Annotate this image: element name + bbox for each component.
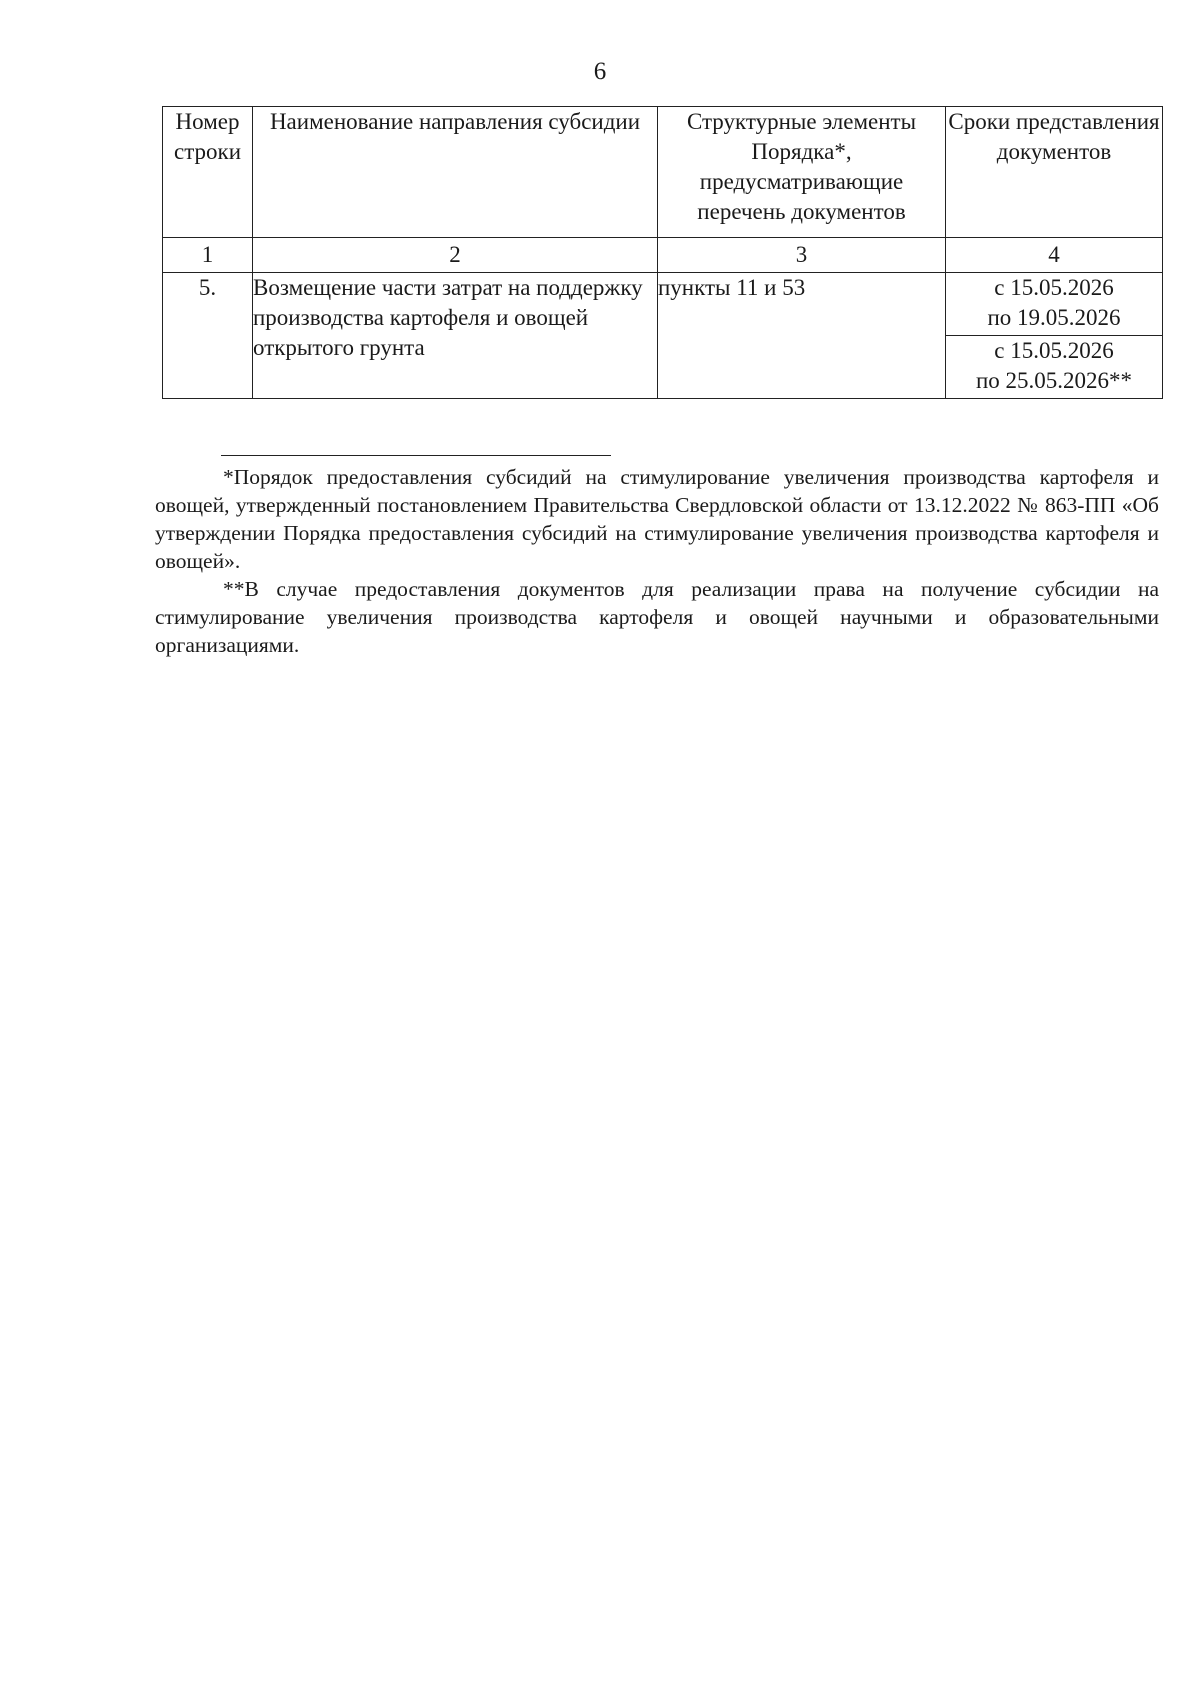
column-number: 4 bbox=[946, 238, 1163, 273]
table-header-row bbox=[163, 107, 1163, 238]
date-to: по 19.05.2026 bbox=[987, 305, 1121, 330]
header-subsidy-name: Наименование направления субсидии bbox=[253, 107, 658, 238]
subsidy-name: Возмещение части затрат на поддержку производства картофеля и овощей открытого грунта bbox=[253, 273, 658, 399]
column-number-row bbox=[163, 238, 1163, 273]
date-range bbox=[946, 336, 1163, 399]
structural-elements: пункты 11 и 53 bbox=[658, 273, 946, 399]
header-row-number: Номер строки bbox=[163, 107, 253, 238]
column-number: 1 bbox=[163, 238, 253, 273]
row-number: 5. bbox=[163, 273, 253, 399]
header-submission-dates: Сроки представления документов bbox=[946, 107, 1163, 238]
footnotes bbox=[155, 463, 1159, 659]
header-structural-elements: Структурные элементы Порядка*, предусматривающие перечень документов bbox=[658, 107, 946, 238]
date-range bbox=[946, 273, 1163, 336]
subsidy-documents-table bbox=[162, 106, 1163, 399]
date-from: с 15.05.2026 bbox=[994, 338, 1114, 363]
footnote-divider bbox=[221, 455, 611, 456]
date-from: с 15.05.2026 bbox=[994, 275, 1114, 300]
date-to: по 25.05.2026** bbox=[975, 368, 1133, 393]
table-row bbox=[163, 273, 1163, 336]
column-number: 2 bbox=[253, 238, 658, 273]
column-number: 3 bbox=[658, 238, 946, 273]
footnote-1: *Порядок предоставления субсидий на стимулирование увеличения производства картофеля и овощей, утвержденный постановлением Правительства Свердловской области от 13.12.2022 № 863-ПП «Об утверждении Порядка предоставления субсидий на стимулирование увеличения производства картофеля и овощей». bbox=[155, 465, 1159, 573]
footnote-2: **В случае предоставления документов для реализации права на получение субсидии на стимулирование увеличения производства картофеля и овощей научными и образовательными организациями. bbox=[155, 577, 1159, 657]
page-number: 6 bbox=[593, 58, 607, 85]
